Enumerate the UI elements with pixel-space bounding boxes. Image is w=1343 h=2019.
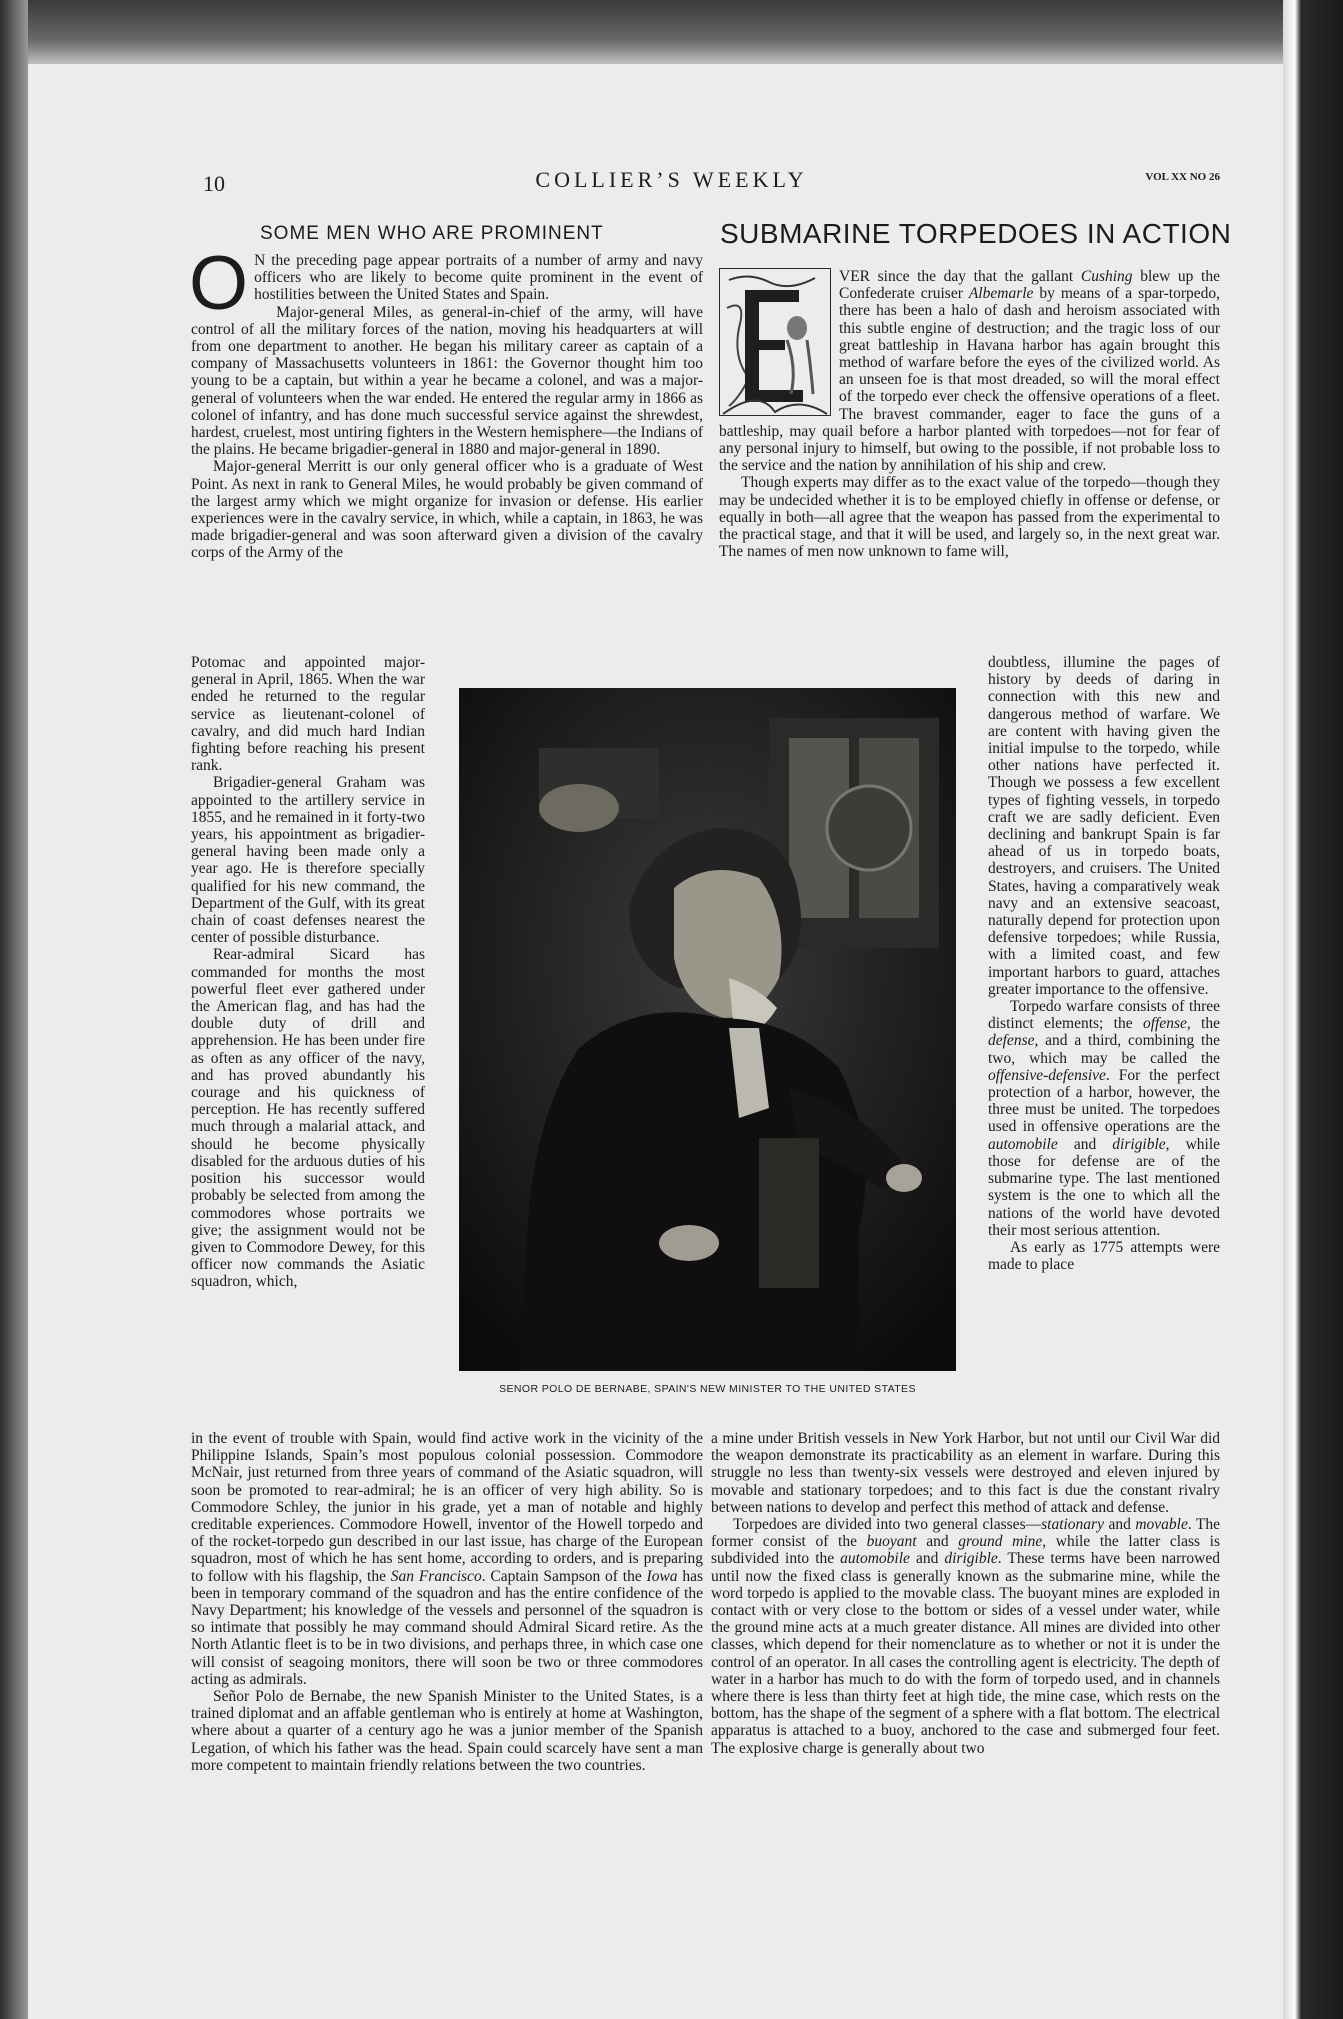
right-article-body-top [719, 268, 1220, 560]
scan-border-right [1283, 0, 1343, 2019]
paragraph: VER since the day that the gallant Cushing blew up the Confederate cruiser Albemarle by means of a spar-torpedo, there has been a halo of dash and heroism associated with this subtle engine of destruction; and the tragic loss of our great battleship in Havana harbor has again brought this method of warfare before the eyes of the civilized world. As an unseen foe is that most dreaded, so will the moral effect of the torpedo ever check the offensive operations of a fleet. The bravest commander, eager to face the guns of a battleship, may quail before a harbor planted with torpedoes—not for fear of any personal injury to himself, but owing to the possible, if not probable loss to the service and the nation by annihilation of his ship and crew. [719, 268, 1221, 475]
paragraph: Torpedoes are divided into two general classes—stationary and movable. The former consist of the buoyant and ground mine, while the latter class is subdivided into the automobile and dirigible. These terms have been narrowed until now the fixed class is generally known as the submarine mine, while the word torpedo is applied to the movable class. The buoyant mines are exploded in contact with or very close to the bottom or sides of a vessel under water, while the ground mine acts at a much greater distance. All mines are divided into other classes, which depend for their nomenclature as to whether or not it is under the control of an operator. In all cases the controlling agent is electricity. The depth of water in a harbor has much to do with the form of torpedo used, and in channels where there is less than thirty feet at high tide, the mine case, which rests on the bottom, has the shape of the segment of a sphere with a flat bottom. The electrical apparatus is attached to a buoy, anchored to the case and submerged four feet. The explosive charge is generally about two [711, 1516, 1220, 1757]
portrait-image [459, 688, 956, 1371]
paragraph: a mine under British vessels in New York Harbor, but not until our Civil War did the weapon demonstrate its practicability as an element in warfare. During this struggle no less than twenty-six vessels were destroyed and eleven injured by movable and stationary torpedoes; and to this fact is due the constant rivalry between nations to develop and perfect this method of attack and defense. [711, 1430, 1220, 1516]
paragraph: O N the preceding page appear portraits of a number of army and navy officers who are likely to become quite prominent in the event of hostilities between the United States and Spain. [189, 241, 703, 326]
paragraph: Torpedo warfare consists of three distinct elements; the offense, the defense, and a third, combining the two, which may be called the offensive-defensive. For the perfect protection of a harbor, however, the three must be united. The torpedoes used in offensive operations are the automobile and dirigible, while those for defense are of the submarine type. The last mentioned system is the one to which all the nations of the world have devoted their most serious attention. [988, 998, 1221, 1239]
ship-name: San Francisco [390, 1567, 482, 1585]
ornamental-drop-cap-icon [719, 268, 831, 416]
left-article-body-narrow [191, 654, 425, 1291]
left-article-title: SOME MEN WHO ARE PROMINENT [260, 223, 604, 244]
photo-caption: SENOR POLO DE BERNABE, SPAIN'S NEW MINISTER TO THE UNITED STATES [499, 1383, 916, 1395]
left-article-body-bottom [191, 1430, 703, 1774]
paragraph: Señor Polo de Bernabe, the new Spanish Minister to the United States, is a trained diplomat and an affable gentleman who is entirely at home at Washington, where about a quarter of a century ago he was a junior member of the Spanish Legation, of which his father was the head. Spain could scarcely have sent a man more competent to maintain friendly relations between the two countries. [191, 1688, 703, 1774]
magazine-title: COLLIER’S WEEKLY [535, 167, 808, 192]
page-number: 10 [203, 171, 225, 196]
paragraph: Potomac and appointed major-general in April, 1865. When the war ended he returned to the regular service as lieutenant-colonel of cavalry, and did much hard Indian fighting before reaching his present rank. [191, 654, 425, 775]
paragraph: Major-general Miles, as general-in-chief of the army, will have control of all the military forces of the nation, moving his headquarters at will from one department to another. He began his military career as captain of a company of Massachusetts volunteers in 1861: the Governor thought him too young to be a captain, but within a year he became a colonel, and was a major-general of volunteers when the war ended. He entered the regular army in 1866 as colonel of infantry, and has done much successful service against the shrewdest, hardest, cruelest, most untiring fighters in the Western hemisphere—the Indians of the plains. He became brigadier-general in 1880 and major-general in 1890. [191, 303, 703, 459]
right-article-body-bottom [711, 1430, 1220, 1757]
paragraph: Though experts may differ as to the exact value of the torpedo—though they may be undecided whether it is to be employed chiefly in offense or defense, or equally in both—all agree that the weapon has passed from the experimental to the practical stage, and that it will be used, and largely so, in the next great war. The names of men now unknown to fame will, [719, 474, 1220, 561]
right-article-title: SUBMARINE TORPEDOES IN ACTION [720, 218, 1232, 249]
paragraph: in the event of trouble with Spain, would find active work in the vicinity of the Philippine Islands, Spain’s most populous colonial possession. Commodore McNair, just returned from three years of command of the Asiatic squadron, will soon be promoted to rear-admiral; he is an officer of very high ability. So is Commodore Schley, the junior in his grade, yet a man of notable and highly creditable experiences. Commodore Howell, inventor of the Howell torpedo and of the rocket-torpedo gun described in our last issue, has charge of the European squadron, most of which he has sent home, according to orders, and is preparing to follow with his flagship, the San Francisco. Captain Sampson of the Iowa has been in temporary command of the squadron and has the entire confidence of the Navy Department; his knowledge of the vessels and personnel of the squadron is so intimate that possibly he may command should Admiral Sicard retire. As the North Atlantic fleet is to be in two divisions, and perhaps three, in which case one will consist of seagoing monitors, there will soon be two or three commodores acting as admirals. [191, 1430, 704, 1688]
paragraph: Rear-admiral Sicard has commanded for months the most powerful fleet ever gathered under the American flag, and has had the double duty of drill and apprehension. He has been under fire as often as any officer of the navy, and has proved abundantly his courage and his quickness of perception. He has recently suffered much through a malarial attack, and should he become physically disabled for the arduous duties of his position his successor would probably be selected from among the commodores whose portraits we give; the assignment would not be given to Commodore Dewey, for this officer now commands the Asiatic squadron, which, [191, 946, 425, 1291]
portrait-photograph [459, 688, 956, 1371]
issue-label: VOL XX NO 26 [1145, 171, 1220, 183]
paragraph: Major-general Merritt is our only general officer who is a graduate of West Point. As next in rank to General Miles, he would probably be given command of the largest army which we might organize for invasion or defense. His earlier experiences were in the cavalry service, in which, while a captain, in 1863, he was made brigadier-general and was soon afterward given a division of the cavalry corps of the Army of the [191, 458, 703, 562]
paragraph: Brigadier-general Graham was appointed to the artillery service in 1855, and he remained in it forty-two years, his appointment as brigadier-general having been made only a year ago. He is therefore specially qualified for his new command, the Department of the Gulf, with its great chain of coast defenses nearest the center of possible disturbance. [191, 774, 425, 947]
ship-name: Iowa [646, 1567, 678, 1585]
right-article-body-narrow [988, 654, 1220, 1273]
left-article-body-top [189, 241, 703, 562]
scan-border-top [0, 0, 1343, 68]
running-head [0, 165, 1343, 195]
paragraph: doubtless, illumine the pages of history by deeds of daring in connection with this new and dangerous method of warfare. We are content with having given the initial impulse to the torpedo, while other nations have perfected it. Though we possess a few excellent types of fighting vessels, in torpedo craft we are sadly deficient. Even declining and bankrupt Spain is far ahead of us in torpedo boats, destroyers, and cruisers. The United States, having a comparatively weak navy and an extensive seacoast, naturally depend for protection upon defensive torpedoes; while Russia, with a limited coast, and few important harbors to guard, attaches greater importance to the offensive. [988, 654, 1220, 998]
drop-cap-e [719, 268, 831, 416]
scan-border-left [0, 0, 28, 2019]
paragraph: As early as 1775 attempts were made to place [988, 1238, 1220, 1274]
drop-cap-o: O [189, 241, 249, 326]
